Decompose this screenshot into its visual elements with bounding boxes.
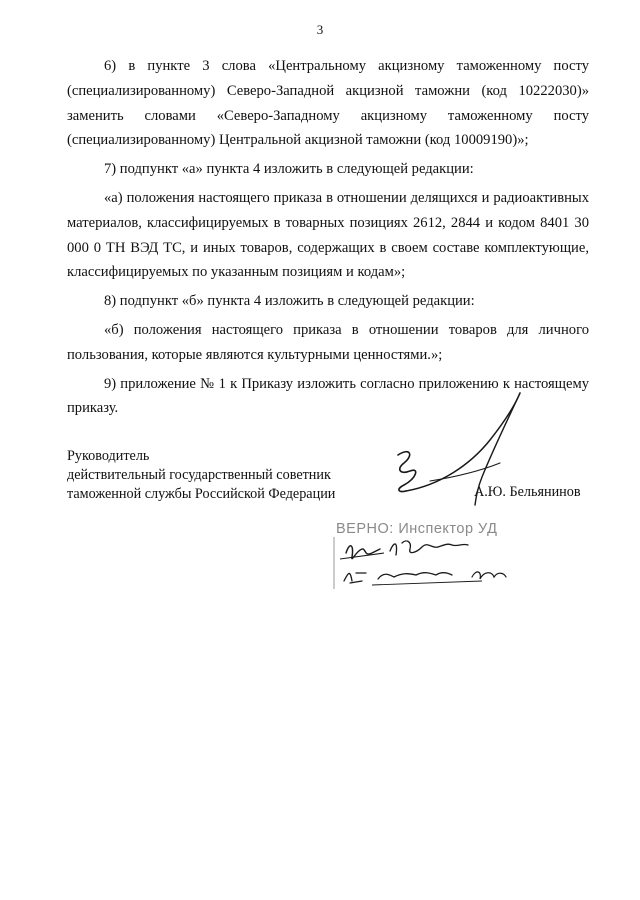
paragraph-item-9: 9) приложение № 1 к Приказу изложить согласно приложению к настоящему приказу. [67, 375, 589, 417]
signatory-position-line: действительный государственный советник [67, 466, 331, 483]
handwritten-signature [370, 385, 530, 510]
paragraph-item-6: 6) в пункте 3 слова «Центральному акцизному таможенному посту (специализированному) Северо-Западной акцизной таможни (код 10222030)» заменить словами «Северо-Западному акцизному таможенному посту (специализированному) Центральной акцизной таможни (код 10009190)»; [67, 58, 589, 149]
paragraph-item-7a: «а) положения настоящего приказа в отношении делящихся и радиоактивных материалов, классифицируемых в товарных позициях 2612, 2844 и кодом 8401 30 000 0 ТН ВЭД ТС, и иных товаров, содержащих в своем составе комплектующие, классифицируемых по указанным позициям и кодам»; [67, 189, 589, 281]
stamp-header: ВЕРНО: Инспектор УД [336, 521, 498, 537]
signatory-position-line: Руководитель [67, 448, 150, 464]
signatory-name: А.Ю. Бельянинов [474, 484, 581, 500]
paragraph-item-8b: «б) положения настоящего приказа в отношении товаров для личного пользования, которые являются культурными ценностями.»; [67, 321, 589, 363]
document-body [67, 54, 589, 421]
signatory-position [67, 447, 335, 503]
certification-stamp [332, 515, 520, 591]
signatory-position-line: таможенной службы Российской Федерации [67, 485, 336, 502]
stamp-handwriting [332, 515, 520, 591]
page-number: 3 [316, 22, 324, 37]
paragraph-item-7: 7) подпункт «а» пункта 4 изложить в следующей редакции: [104, 161, 474, 178]
paragraph-item-8: 8) подпункт «б» пункта 4 изложить в следующей редакции: [104, 293, 475, 310]
